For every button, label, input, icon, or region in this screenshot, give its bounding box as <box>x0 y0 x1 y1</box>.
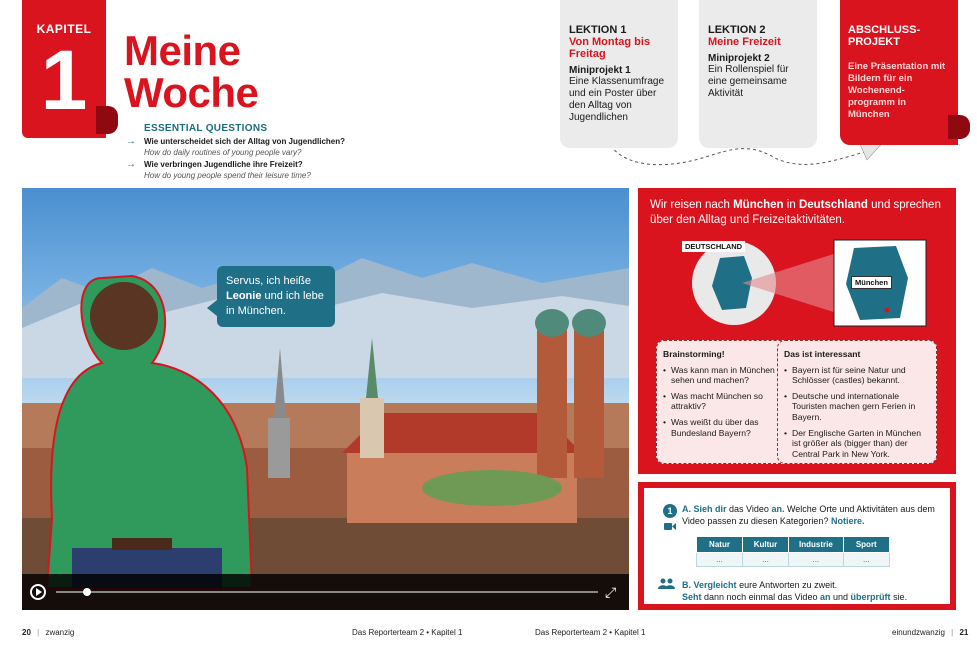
tab-fold <box>948 115 970 139</box>
play-icon[interactable] <box>30 584 46 600</box>
miniproject-text: Eine Klassenumfrage und ein Poster über den Alltag von Jugendlichen <box>569 76 665 123</box>
lesson-title: Meine Freizeit <box>708 36 781 48</box>
task-panel <box>638 482 956 610</box>
brainstorming-item: • Was kann man in München sehen und machen? <box>663 365 799 386</box>
keyword: überprüft <box>850 592 891 602</box>
lesson-number: LEKTION 1 <box>569 24 627 36</box>
speech-bubble <box>217 266 335 327</box>
task-text: Welche Orte und Aktivitäten aus dem Video passen zu diesen Kategorien? <box>682 504 935 526</box>
table-cell: ... <box>789 553 844 567</box>
intro-part: in <box>786 199 796 211</box>
task-text: eure Antworten zu zweit. <box>739 580 838 590</box>
miniproject-label: Miniprojekt 1 <box>569 65 631 76</box>
task-a-text <box>682 503 944 527</box>
table-header: Kultur <box>743 537 789 553</box>
chapter-number: 1 <box>40 33 88 127</box>
keyword: Seht <box>682 592 702 602</box>
intro-country: Deutschland <box>798 199 868 211</box>
video-camera-icon <box>664 522 676 531</box>
question-de: Wie unterscheidet sich der Alltag von Jugendlichen? <box>144 137 345 146</box>
bubble-name: Leonie <box>226 290 262 302</box>
chapter-title-line2: Woche <box>124 69 259 116</box>
question-en: How do daily routines of young people vary? <box>144 148 302 157</box>
chapter-label: KAPITEL <box>36 22 92 36</box>
category-table <box>696 536 890 567</box>
progress-track[interactable] <box>56 591 598 593</box>
page-number: 20 <box>22 628 31 637</box>
task-number: 1 <box>663 504 677 518</box>
footer-book-right: Das Reporterteam 2 • Kapitel 1 <box>535 628 646 637</box>
task-text: das Video <box>729 504 769 514</box>
chapter-title-line1: Meine <box>124 27 241 74</box>
keyword: an. <box>771 504 785 514</box>
video-player-bar <box>22 574 629 610</box>
lesson-card-2 <box>699 0 817 148</box>
map-country-label: DEUTSCHLAND <box>682 241 745 252</box>
munich-skyline-illustration <box>22 188 629 610</box>
keyword: Vergleicht <box>693 580 737 590</box>
brainstorming-item: • Was macht München so attraktiv? <box>663 391 799 412</box>
essential-questions-list <box>126 136 426 182</box>
fullscreen-icon[interactable]: ⤢ <box>605 584 617 600</box>
video-photo[interactable] <box>22 188 629 610</box>
keyword: an <box>819 592 831 602</box>
progress-knob[interactable] <box>83 588 91 596</box>
essential-question <box>126 136 426 158</box>
table-header: Natur <box>697 537 743 553</box>
tab-fold <box>96 106 118 134</box>
table-header: Industrie <box>789 537 844 553</box>
intro-part: und sprechen über den Alltag und Freizeitaktivitäten. <box>650 199 941 226</box>
interesting-item: • Bayern ist für seine Natur und Schlösser (castles) bekannt. <box>784 365 930 386</box>
lesson-number: LEKTION 2 <box>708 24 766 36</box>
lesson-title: Von Montag bis Freitag <box>569 36 651 60</box>
task-b-text <box>682 579 944 603</box>
interesting-heading: Das ist interessant <box>784 349 861 359</box>
footer-right: einundzwanzig | 21 <box>892 628 969 637</box>
arrow-right-icon: → <box>126 159 136 170</box>
page-word: zwanzig <box>45 628 75 637</box>
table-cell: ... <box>743 553 789 567</box>
brainstorming-item: • Was weißt du über das Bundesland Bayern? <box>663 417 799 438</box>
intro-text <box>650 198 944 228</box>
miniproject-text: Ein Rollenspiel für eine gemeinsame Aktivität <box>708 64 789 99</box>
table-header: Sport <box>843 537 889 553</box>
page-number: 21 <box>959 628 969 637</box>
bubble-text-1: Servus, ich heiße <box>226 275 311 287</box>
task-text: sie. <box>893 592 908 602</box>
task-inner <box>644 488 950 604</box>
pair-work-icon <box>658 578 676 590</box>
essential-questions-heading: ESSENTIAL QUESTIONS <box>144 123 268 134</box>
final-project-card <box>840 0 958 145</box>
interesting-item: • Deutsche und internationale Touristen machen gern Ferien in Bayern. <box>784 391 930 423</box>
miniproject-label: Miniprojekt 2 <box>708 53 770 64</box>
final-project-title: ABSCHLUSS-PROJEKT <box>848 24 921 48</box>
chapter-title <box>124 27 259 116</box>
footer-book-left: Das Reporterteam 2 • Kapitel 1 <box>352 628 463 637</box>
arrow-right-icon: → <box>126 136 136 147</box>
interesting-box <box>777 340 937 464</box>
chapter-tab <box>22 0 106 138</box>
page-word: einundzwanzig <box>892 628 945 637</box>
footer-left: 20 | zwanzig <box>22 628 75 637</box>
table-cell: ... <box>697 553 743 567</box>
task-letter: B. <box>682 580 691 590</box>
map-city-label: München <box>851 276 892 289</box>
task-letter: A. <box>682 504 691 514</box>
question-de: Wie verbringen Jugendliche ihre Freizeit? <box>144 160 303 169</box>
interesting-item: • Der Englische Garten in München ist größer als (bigger than) der Central Park in New York. <box>784 428 930 460</box>
essential-question <box>126 159 426 181</box>
keyword: Sieh dir <box>693 504 727 514</box>
intro-part: Wir reisen nach <box>650 199 730 211</box>
keyword: Notiere. <box>830 516 865 526</box>
task-text: und <box>833 592 849 602</box>
info-panel <box>638 188 956 474</box>
final-project-text: Eine Präsentation mit Bildern für ein Wochenend-programm in München <box>848 61 946 120</box>
brainstorming-heading: Brainstorming! <box>663 349 725 359</box>
lesson-card-1 <box>560 0 678 148</box>
intro-city: München <box>733 199 784 211</box>
bubble-text-2: und ich lebe in München. <box>226 290 324 317</box>
question-en: How do young people spend their leisure time? <box>144 171 311 180</box>
task-text: dann noch einmal das Video <box>704 592 818 602</box>
table-cell: ... <box>843 553 889 567</box>
